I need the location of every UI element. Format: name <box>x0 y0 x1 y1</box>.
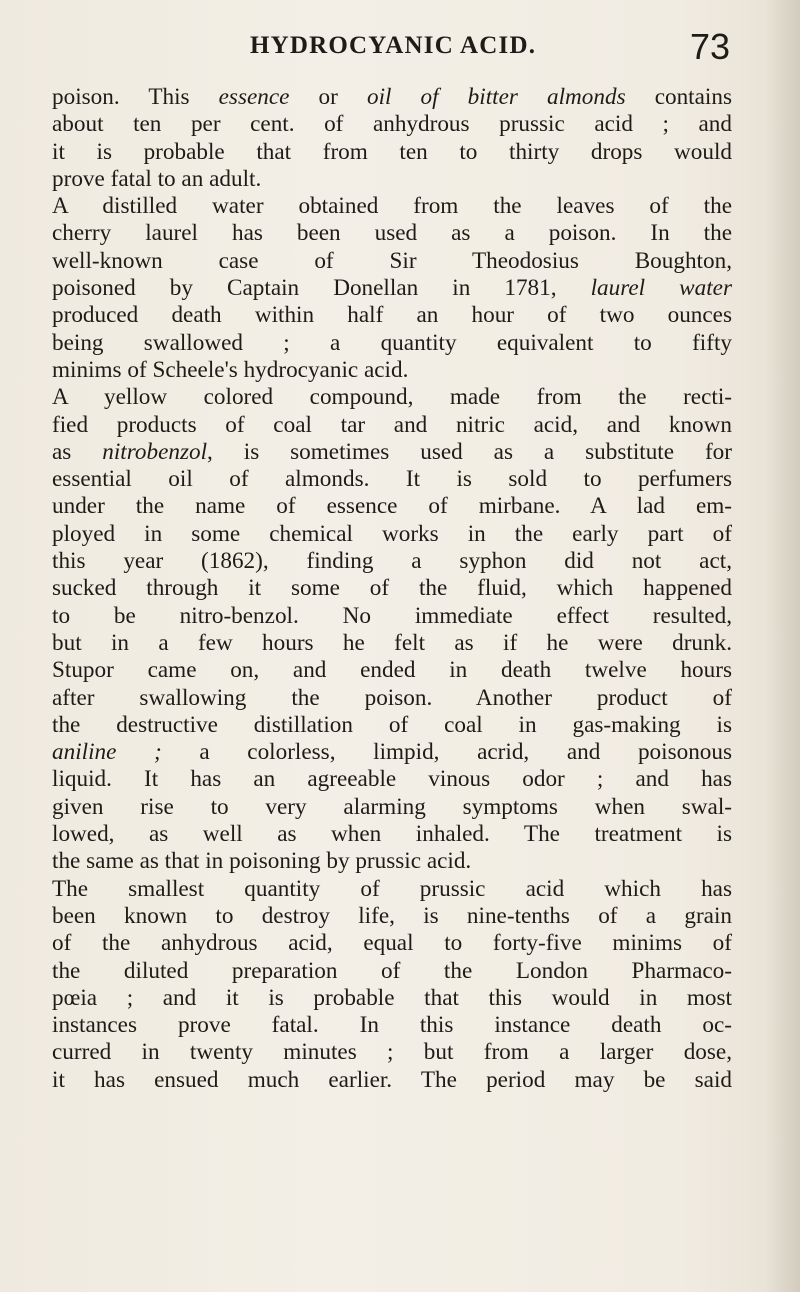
text-line <box>52 985 732 1012</box>
text-line <box>52 302 732 329</box>
text-run: given rise to very alarming symptoms when swal- <box>52 793 732 820</box>
text-line <box>52 794 732 821</box>
text-line <box>52 193 732 220</box>
text-run: The smallest quantity of prussic acid which has <box>52 875 732 902</box>
text-line <box>52 275 732 302</box>
running-title: HYDROCYANIC ACID. <box>250 32 537 59</box>
text-line <box>52 575 732 602</box>
italic-text-run: essence <box>218 84 290 110</box>
text-run: fied products of coal tar and nitric acid, and known <box>52 411 732 438</box>
text-run: A distilled water obtained from the leaves of the <box>52 193 732 220</box>
text-run: curred in twenty minutes ; but from a larger dose, <box>52 1039 732 1066</box>
text-run: instances prove fatal. In this instance death oc- <box>52 1012 732 1039</box>
text-run: the destructive distillation of coal in gas-making is <box>52 711 732 738</box>
text-run: to be nitro-benzol. No immediate effect resulted, <box>52 602 732 629</box>
text-line <box>52 330 732 357</box>
body-text <box>52 84 732 1094</box>
text-line <box>52 139 732 166</box>
text-line <box>52 657 732 684</box>
text-line <box>52 357 732 384</box>
text-line <box>52 384 732 411</box>
text-line <box>52 903 732 930</box>
text-line <box>52 1039 732 1066</box>
text-line <box>52 739 732 766</box>
text-line <box>52 439 732 466</box>
text-run: being swallowed ; a quantity equivalent to fifty <box>52 329 732 356</box>
text-run: been known to destroy life, is nine-tenths of a grain <box>52 902 732 929</box>
text-run: pœia ; and it is probable that this would in most <box>52 984 732 1011</box>
text-run: well-known case of Sir Theodosius Boughton, <box>52 247 732 274</box>
text-run: or <box>289 84 367 110</box>
text-line <box>52 848 732 875</box>
text-run: minims of Scheele's hydrocyanic acid. <box>52 356 409 383</box>
text-line <box>52 493 732 520</box>
text-run: cherry laurel has been used as a poison. In the <box>52 220 732 247</box>
text-line <box>52 1012 732 1039</box>
text-line <box>52 876 732 903</box>
text-run: poisoned by Captain Donellan in 1781, <box>52 275 591 302</box>
text-run: after swallowing the poison. Another product of <box>52 684 732 711</box>
text-run: this year (1862), finding a syphon did not act, <box>52 548 732 575</box>
text-run: but in a few hours he felt as if he were drunk. <box>52 629 732 656</box>
page-header <box>0 26 800 66</box>
text-line <box>52 84 732 111</box>
text-line <box>52 412 732 439</box>
text-run: produced death within half an hour of two ounces <box>52 302 732 329</box>
text-run: it is probable that from ten to thirty drops would <box>52 138 732 165</box>
text-run: Stupor came on, and ended in death twelve hours <box>52 657 732 684</box>
italic-text-run: aniline ; <box>52 739 162 766</box>
page-number: 73 <box>690 26 731 67</box>
text-run: about ten per cent. of anhydrous prussic acid ; and <box>52 111 732 138</box>
page-edge-shadow <box>766 0 800 1292</box>
text-line <box>52 821 732 848</box>
text-run: of the anhydrous acid, equal to forty-five minims of <box>52 930 732 957</box>
text-run: the same as that in poisoning by prussic acid. <box>52 848 472 875</box>
text-line <box>52 712 732 739</box>
text-run: contains <box>625 84 732 110</box>
italic-text-run: nitrobenzol <box>102 438 208 465</box>
text-run: essential oil of almonds. It is sold to perfumers <box>52 466 732 493</box>
text-run: lowed, as well as when inhaled. The treatment is <box>52 821 732 848</box>
text-run: , is sometimes used as a substitute for <box>207 438 732 465</box>
text-run: as <box>52 438 103 465</box>
text-line <box>52 220 732 247</box>
text-line <box>52 111 732 138</box>
text-line <box>52 548 732 575</box>
text-line <box>52 630 732 657</box>
text-run: under the name of essence of mirbane. A lad em- <box>52 493 732 520</box>
text-line <box>52 603 732 630</box>
text-run: prove fatal to an adult. <box>52 165 262 192</box>
text-line <box>52 958 732 985</box>
text-line <box>52 166 732 193</box>
text-run: poison. This <box>52 84 219 110</box>
italic-text-run: oil of bitter almonds <box>366 84 626 110</box>
text-run: a colorless, limpid, acrid, and poisonous <box>161 739 733 766</box>
text-run: it has ensued much earlier. The period may be said <box>52 1066 732 1093</box>
text-line <box>52 466 732 493</box>
text-line <box>52 930 732 957</box>
italic-text-run: laurel water <box>590 275 732 302</box>
text-line <box>52 1067 732 1094</box>
text-line <box>52 248 732 275</box>
text-run: A yellow colored compound, made from the recti- <box>52 384 732 411</box>
text-run: ployed in some chemical works in the early part of <box>52 520 732 547</box>
text-line <box>52 685 732 712</box>
text-line <box>52 521 732 548</box>
text-run: the diluted preparation of the London Pharmaco- <box>52 957 732 984</box>
text-line <box>52 766 732 793</box>
text-run: sucked through it some of the fluid, which happened <box>52 575 732 602</box>
text-run: liquid. It has an agreeable vinous odor ; and has <box>52 766 732 793</box>
